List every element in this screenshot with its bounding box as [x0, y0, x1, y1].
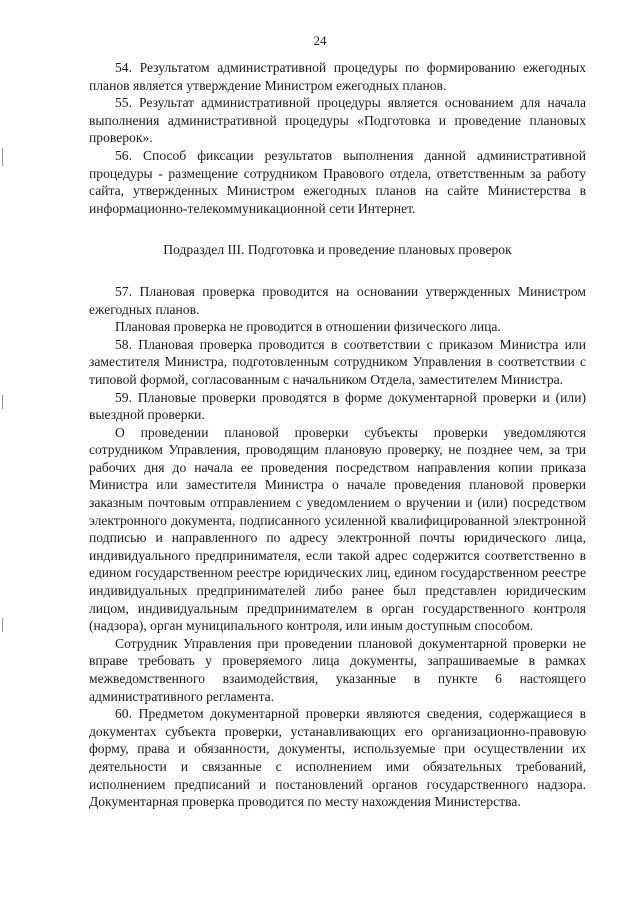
paragraph-56: 56. Способ фиксации результатов выполнения данной административной процедуры - размещение сотрудником Правового отдела, ответственным за работу сайта, утвержденных Министром ежегодных планов на сайте Министерства в информационно-телекоммуникационной сети Интернет. — [89, 147, 586, 216]
paragraph-59-notice: О проведении плановой проверки субъекты проверки уведомляются сотрудником Управления, проводящим плановую проверку, не позднее чем, за три рабочих дня до начала ее проведения посредством направления копии приказа Министра или заместителя Министра о начале проведения плановой проверки заказным почтовым отправлением с уведомлением о вручении и (или) посредством электронного документа, подписанного усиленной квалифицированной электронной подписью и направленного по адресу электронной почты юридического лица, индивидуального предпринимателя, если такой адрес содержится соответственно в едином государственном реестре юридических лиц, едином государственном реестре индивидуальных предпринимателей либо ранее был представлен юридическим лицом, индивидуальным предпринимателем в орган государственного контроля (надзора), орган муниципального контроля, или иным доступным способом. — [89, 424, 586, 634]
paragraph-57: 57. Плановая проверка проводится на основании утвержденных Министром ежегодных планов. — [89, 283, 586, 317]
scan-margin-mark — [2, 618, 3, 632]
document-body — [89, 59, 586, 811]
section-heading: Подраздел III. Подготовка и проведение плановых проверок — [163, 242, 512, 258]
scan-margin-mark — [2, 395, 3, 409]
page-number: 24 — [313, 33, 327, 48]
paragraph-57-note: Плановая проверка не проводится в отношении физического лица. — [115, 319, 501, 335]
paragraph-60: 60. Предметом документарной проверки являются сведения, содержащиеся в документах субъекта проверки, устанавливающих его организационно-правовую форму, права и обязанности, документы, используемые при осуществлении их деятельности и связанные с исполнением ими обязательных требований, исполнением предписаний и постановлений органов государственного надзора. Документарная проверка проводится по месту нахождения Министерства. — [89, 706, 586, 810]
paragraph-55: 55. Результат административной процедуры является основанием для начала выполнения административной процедуры «Подготовка и проведение плановых проверок». — [89, 95, 586, 146]
paragraph-58: 58. Плановая проверка проводится в соответствии с приказом Министра или заместителя Министра, подготовленным сотрудником Управления в соответствии с типовой формой, согласованным с начальником Отдела, заместителем Министра. — [89, 336, 586, 387]
paragraph-59: 59. Плановые проверки проводятся в форме документарной проверки и (или) выездной проверки. — [89, 389, 586, 423]
paragraph-54: 54. Результатом административной процедуры по формированию ежегодных планов является утверждение Министром ежегодных планов. — [89, 60, 586, 93]
scan-margin-mark — [2, 148, 3, 166]
paragraph-59-restriction: Сотрудник Управления при проведении плановой документарной проверки не вправе требовать у проверяемого лица документы, запрашиваемые в рамках межведомственного взаимодействия, указанные в пункте 6 настоящего административного регламента. — [89, 635, 586, 704]
